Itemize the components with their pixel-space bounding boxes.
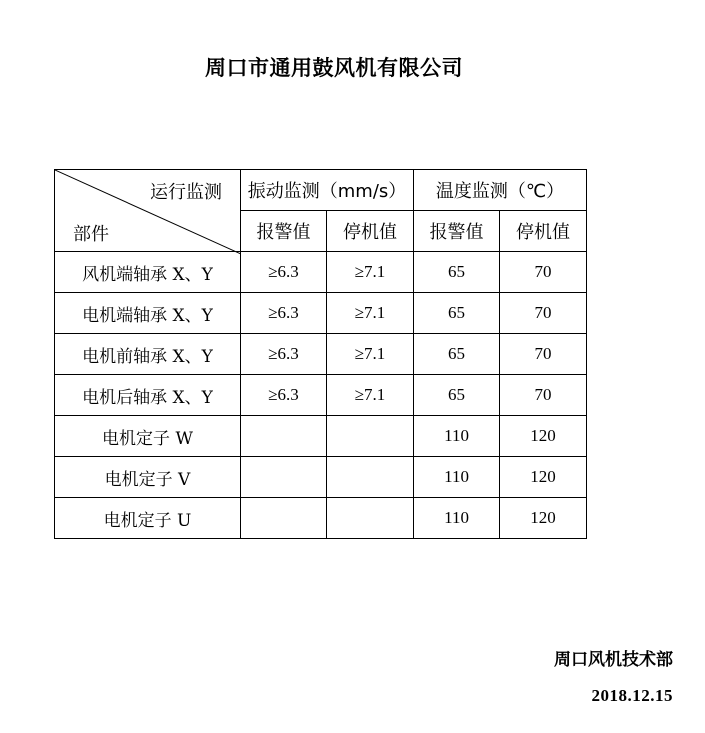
table-row <box>55 252 587 293</box>
table-row <box>55 375 587 416</box>
vibration-alarm-cell <box>241 498 327 539</box>
table-row <box>55 457 587 498</box>
vibration-alarm-cell: ≥6.3 <box>241 334 327 375</box>
corner-label-part: 部件 <box>73 224 109 245</box>
temperature-alarm-cell: 65 <box>414 375 500 416</box>
document-title: 周口市通用鼓风机有限公司 <box>205 56 463 80</box>
temperature-alarm-cell: 65 <box>414 334 500 375</box>
temperature-stop-cell: 120 <box>500 498 587 539</box>
temperature-alarm-cell: 65 <box>414 252 500 293</box>
vibration-group-header: 振动监测（mm/s） <box>241 170 414 211</box>
temperature-stop-header: 停机值 <box>500 211 587 252</box>
vibration-stop-cell: ≥7.1 <box>327 252 414 293</box>
table-row <box>55 293 587 334</box>
part-name-cell: 电机端轴承 X、Y <box>55 293 241 334</box>
vibration-stop-header: 停机值 <box>327 211 414 252</box>
temperature-stop-cell: 70 <box>500 293 587 334</box>
vibration-alarm-header: 报警值 <box>241 211 327 252</box>
vibration-stop-cell <box>327 498 414 539</box>
vibration-stop-cell <box>327 457 414 498</box>
temperature-alarm-cell: 110 <box>414 457 500 498</box>
part-name-cell: 电机定子 W <box>55 416 241 457</box>
document-date: 2018.12.15 <box>591 686 673 705</box>
department-signature: 周口风机技术部 <box>554 650 673 670</box>
table-row <box>55 498 587 539</box>
temperature-alarm-cell: 110 <box>414 416 500 457</box>
temperature-alarm-header: 报警值 <box>414 211 500 252</box>
table-row <box>55 334 587 375</box>
header-row-1 <box>55 170 587 211</box>
vibration-alarm-cell: ≥6.3 <box>241 293 327 334</box>
vibration-alarm-cell <box>241 416 327 457</box>
part-name-cell: 电机定子 U <box>55 498 241 539</box>
vibration-alarm-cell: ≥6.3 <box>241 375 327 416</box>
temperature-stop-cell: 120 <box>500 416 587 457</box>
part-name-cell: 风机端轴承 X、Y <box>55 252 241 293</box>
part-name-cell: 电机后轴承 X、Y <box>55 375 241 416</box>
vibration-stop-cell <box>327 416 414 457</box>
temperature-alarm-cell: 110 <box>414 498 500 539</box>
temperature-stop-cell: 70 <box>500 334 587 375</box>
temperature-stop-cell: 70 <box>500 375 587 416</box>
temperature-stop-cell: 70 <box>500 252 587 293</box>
vibration-stop-cell: ≥7.1 <box>327 293 414 334</box>
temperature-stop-cell: 120 <box>500 457 587 498</box>
temperature-alarm-cell: 65 <box>414 293 500 334</box>
part-name-cell: 电机定子 V <box>55 457 241 498</box>
vibration-stop-cell: ≥7.1 <box>327 375 414 416</box>
corner-label-monitoring: 运行监测 <box>150 182 222 203</box>
monitoring-table <box>54 169 587 539</box>
vibration-alarm-cell <box>241 457 327 498</box>
corner-header-cell <box>55 170 241 252</box>
vibration-stop-cell: ≥7.1 <box>327 334 414 375</box>
part-name-cell: 电机前轴承 X、Y <box>55 334 241 375</box>
temperature-group-header: 温度监测（℃） <box>414 170 587 211</box>
vibration-alarm-cell: ≥6.3 <box>241 252 327 293</box>
table-row <box>55 416 587 457</box>
